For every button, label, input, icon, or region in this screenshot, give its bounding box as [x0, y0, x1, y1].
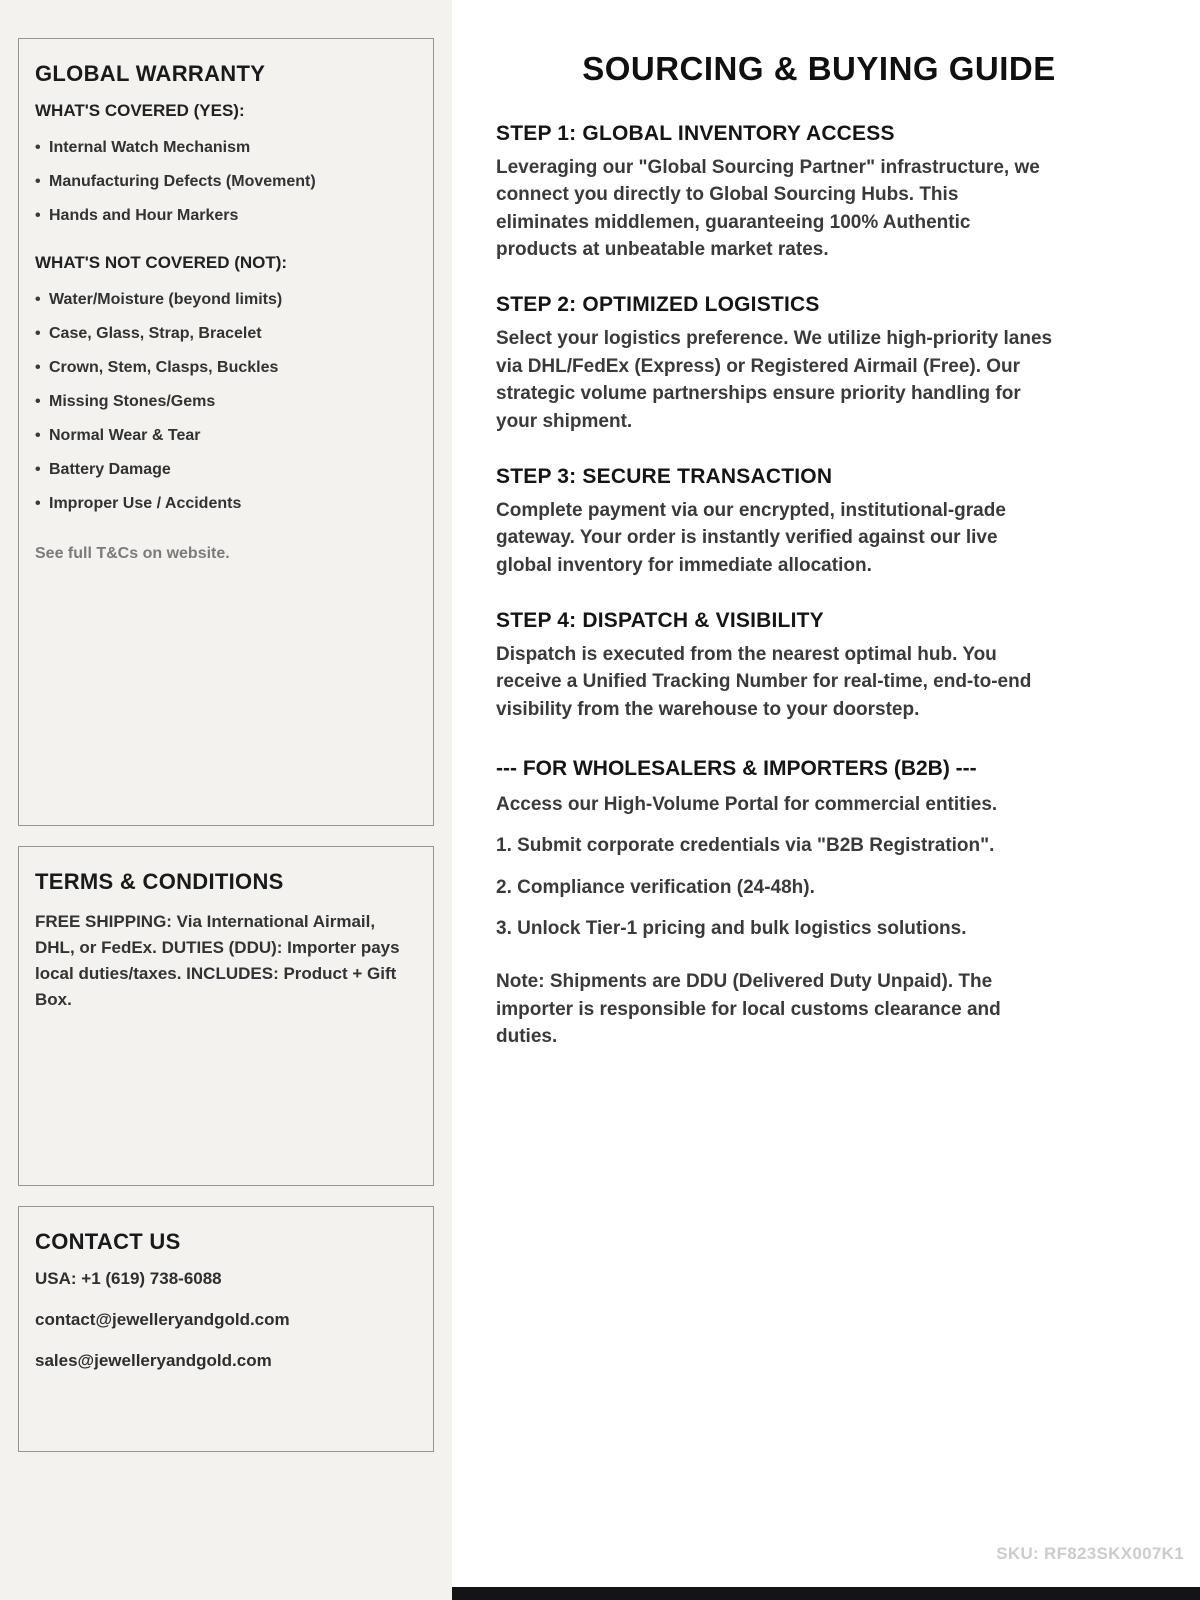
not-covered-list: [35, 283, 417, 521]
contact-email-primary: contact@jewelleryandgold.com: [35, 1310, 290, 1329]
sku-label: SKU: RF823SKX007K1: [996, 1544, 1184, 1563]
list-item: • Hands and Hour Markers: [35, 199, 417, 233]
contact-title: CONTACT US: [35, 1229, 181, 1254]
terms-body: FREE SHIPPING: Via International Airmail, DHL, or FedEx. DUTIES (DDU): Importer pays local duties/taxes. INCLUDES: Product + Gift Box.: [35, 912, 400, 1009]
b2b-item-2: 2. Compliance verification (24-48h).: [496, 876, 815, 898]
list-item: • Battery Damage: [35, 453, 417, 487]
terms-section: [18, 846, 434, 1186]
b2b-heading: --- FOR WHOLESALERS & IMPORTERS (B2B) ---: [496, 757, 977, 781]
b2b-intro: Access our High-Volume Portal for commercial entities.: [496, 794, 998, 816]
list-item: • Normal Wear & Tear: [35, 419, 417, 453]
covered-title: WHAT'S COVERED (YES):: [35, 101, 245, 120]
step-1-body: Leveraging our "Global Sourcing Partner" infrastructure, we connect you directly to Global Sourcing Hubs. This eliminates middlemen, guaranteeing 100% Authentic products at unbeatable market rates.: [496, 157, 1040, 261]
step-2-body: Select your logistics preference. We utilize high-priority lanes via DHL/FedEx (Express) or Registered Airmail (Free). Our strategic volume partnerships ensure priority handling for your shipment.: [496, 328, 1053, 432]
warranty-footnote: See full T&Cs on website.: [35, 545, 230, 562]
not-covered-title: WHAT'S NOT COVERED (NOT):: [35, 253, 288, 272]
contact-email-sales: sales@jewelleryandgold.com: [35, 1351, 272, 1370]
b2b-item-1: 1. Submit corporate credentials via "B2B Registration".: [496, 835, 995, 857]
list-item: • Internal Watch Mechanism: [35, 131, 417, 165]
sidebar: [0, 0, 452, 1600]
step-4-body: Dispatch is executed from the nearest optimal hub. You receive a Unified Tracking Number for real-time, end-to-end visibility from the warehouse to your doorstep.: [496, 643, 1032, 720]
list-item: • Case, Glass, Strap, Bracelet: [35, 317, 417, 351]
b2b-item-3: 3. Unlock Tier-1 pricing and bulk logistics solutions.: [496, 918, 967, 940]
warranty-title: GLOBAL WARRANTY: [35, 61, 266, 86]
contact-section: [18, 1206, 434, 1452]
list-item: • Water/Moisture (beyond limits): [35, 283, 417, 317]
warranty-section: [18, 38, 434, 826]
step-3-heading: STEP 3: SECURE TRANSACTION: [496, 464, 833, 488]
step-3-body: Complete payment via our encrypted, institutional-grade gateway. Your order is instantly verified against our live global inventory for immediate allocation.: [496, 499, 1006, 576]
list-item: • Improper Use / Accidents: [35, 487, 417, 521]
list-item: • Crown, Stem, Clasps, Buckles: [35, 351, 417, 385]
page-title: SOURCING & BUYING GUIDE: [582, 50, 1056, 87]
bottom-bar: [452, 1587, 1200, 1600]
contact-phone: USA: +1 (619) 738-6088: [35, 1269, 222, 1288]
step-1-heading: STEP 1: GLOBAL INVENTORY ACCESS: [496, 122, 895, 145]
list-item: • Manufacturing Defects (Movement): [35, 165, 417, 199]
main-content: [452, 0, 1200, 1600]
step-4-heading: STEP 4: DISPATCH & VISIBILITY: [496, 608, 824, 632]
b2b-note: Note: Shipments are DDU (Delivered Duty Unpaid). The importer is responsible for local customs clearance and duties.: [496, 971, 1001, 1048]
list-item: • Missing Stones/Gems: [35, 385, 417, 419]
step-2-heading: STEP 2: OPTIMIZED LOGISTICS: [496, 293, 820, 317]
terms-title: TERMS & CONDITIONS: [35, 869, 284, 894]
covered-list: [35, 131, 417, 233]
